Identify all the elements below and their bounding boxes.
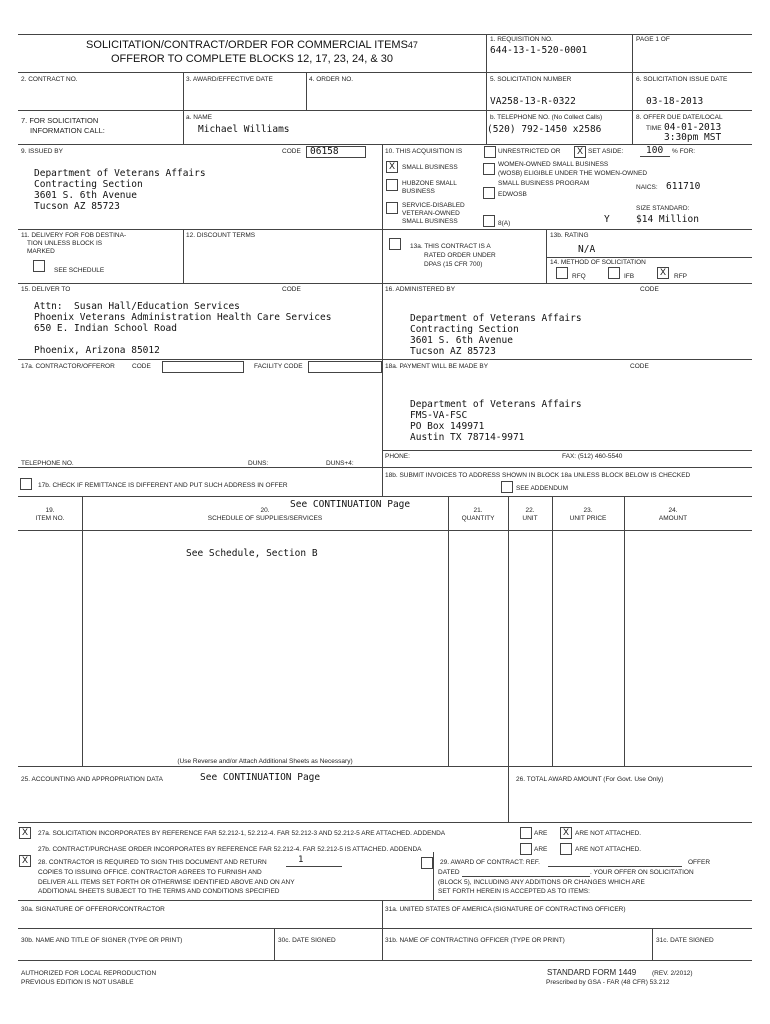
- address-line: 650 E. Indian School Road: [34, 323, 177, 334]
- set-aside-percent: 100: [646, 145, 664, 156]
- fax-label: FAX: (512) 460-5540: [562, 453, 623, 460]
- percent-for-label: % FOR:: [672, 148, 696, 155]
- award-line-2: . YOUR OFFER ON SOLICITATION: [590, 869, 694, 876]
- address-line: Phoenix Veterans Administration Health Care Services: [34, 312, 332, 323]
- award-line-1: 29. AWARD OF CONTRACT: REF.: [440, 859, 540, 866]
- duns-label: DUNS:: [248, 460, 269, 467]
- contractor-sign-line-4: ADDITIONAL SHEETS SUBJECT TO THE TERMS AND CONDITIONS SPECIFIED: [38, 888, 280, 895]
- deliver-to-address: [34, 301, 331, 356]
- addenda-a-are-checkbox[interactable]: [520, 827, 532, 839]
- payment-code-label: CODE: [630, 363, 649, 370]
- title-line-2: OFFEROR TO COMPLETE BLOCKS 12, 17, 23, 24, & 30: [110, 53, 394, 65]
- address-line: 3601 S. 6th Avenue: [34, 190, 137, 201]
- edwosb-checkbox[interactable]: [483, 187, 495, 199]
- sdvosb-label-3: SMALL BUSINESS: [402, 218, 458, 225]
- remittance-label: 17b. CHECK IF REMITTANCE IS DIFFERENT AND PUT SUCH ADDRESS IN OFFER: [38, 482, 288, 489]
- rated-order-label-1: 13a. THIS CONTRACT IS A: [410, 243, 491, 250]
- accounting-value: See CONTINUATION Page: [200, 772, 321, 783]
- rating-label: 13b. RATING: [550, 232, 589, 239]
- schedule-continuation: See CONTINUATION Page: [290, 499, 411, 510]
- y-mark: Y: [604, 214, 610, 225]
- address-line: [34, 334, 331, 345]
- discount-terms-label: 12. DISCOUNT TERMS: [186, 232, 256, 239]
- schedule-text: See Schedule, Section B: [186, 548, 318, 559]
- contractor-code-label: CODE: [132, 363, 151, 370]
- us-signature-label: 31a. UNITED STATES OF AMERICA (SIGNATURE OF CONTRACTING OFFICER): [385, 906, 626, 913]
- rfq-checkbox[interactable]: [556, 267, 568, 279]
- fob-label-3: MARKED: [27, 248, 55, 255]
- naics-label: NAICS:: [636, 184, 658, 191]
- addenda-b-are-checkbox[interactable]: [520, 843, 532, 855]
- contractor-label: 17a. CONTRACTOR/OFFEROR: [21, 363, 115, 370]
- rfq-label: RFQ: [572, 273, 586, 280]
- address-line: PO Box 149971: [410, 421, 485, 432]
- rating-value: N/A: [578, 244, 596, 255]
- award-checkbox[interactable]: [421, 857, 433, 869]
- addenda-a-are-label: ARE: [534, 830, 548, 837]
- name-label: a. NAME: [186, 114, 213, 121]
- solicitation-far-checkbox[interactable]: [19, 827, 31, 839]
- title-suffix: 47: [407, 40, 418, 50]
- addenda-a-are-not-checkbox[interactable]: [560, 827, 572, 839]
- rated-order-label-2: RATED ORDER UNDER: [424, 252, 496, 259]
- deliver-to-code-label: CODE: [282, 286, 301, 293]
- info-call-label-2: INFORMATION CALL:: [30, 126, 105, 135]
- offer-due-time: 3:30pm MST: [664, 132, 722, 143]
- address-line: Tucson AZ 85723: [410, 346, 496, 357]
- copies-count: 1: [298, 855, 304, 865]
- telephone-number: (520) 792-1450 x2586: [487, 124, 602, 135]
- form-title: [18, 38, 486, 66]
- address-line: Phoenix, Arizona 85012: [34, 345, 160, 356]
- address-line: Department of Veterans Affairs: [34, 168, 206, 179]
- facility-code-label: FACILITY CODE: [254, 363, 303, 370]
- offeror-signature-label: 30a. SIGNATURE OF OFFEROR/CONTRACTOR: [21, 906, 165, 913]
- award-line-3: (BLOCK 5), INCLUDING ANY ADDITIONS OR CHANGES WHICH ARE: [438, 879, 645, 886]
- issuer-address: [34, 168, 206, 212]
- ifb-checkbox[interactable]: [608, 267, 620, 279]
- fob-label-2: TION UNLESS BLOCK IS: [27, 240, 103, 247]
- wosb-checkbox[interactable]: [483, 163, 495, 175]
- small-business-label: SMALL BUSINESS: [402, 164, 458, 171]
- rfp-checkbox[interactable]: [657, 267, 669, 279]
- requisition-label: 1. REQUISITION NO.: [490, 36, 553, 43]
- standard-form: STANDARD FORM 1449: [547, 968, 637, 977]
- addenda-b-are-not-label: ARE NOT ATTACHED.: [575, 846, 642, 853]
- address-line: Attn: Susan Hall/Education Services: [34, 301, 240, 312]
- rated-order-label-3: DPAS (15 CFR 700): [424, 261, 483, 268]
- sdvosb-label-1: SERVICE-DISABLED: [402, 202, 465, 209]
- payment-address: [410, 399, 582, 443]
- wosb-label-2: (WOSB) ELIGIBLE UNDER THE WOMEN-OWNED: [498, 170, 648, 177]
- payment-label: 18a. PAYMENT WILL BE MADE BY: [385, 363, 489, 370]
- size-standard: $14 Million: [636, 214, 699, 225]
- see-schedule-label: SEE SCHEDULE: [54, 267, 105, 274]
- issued-by-code-label: CODE: [282, 148, 301, 155]
- solicitation-method-label: 14. METHOD OF SOLICITATION: [550, 259, 646, 266]
- naics-code: 611710: [666, 181, 701, 192]
- check-mark: X: [562, 827, 569, 837]
- col-unit-price-label: UNIT PRICE: [569, 515, 607, 522]
- addenda-a-are-not-label: ARE NOT ATTACHED.: [575, 830, 642, 837]
- set-aside-checkbox[interactable]: [574, 146, 586, 158]
- see-schedule-checkbox[interactable]: [33, 260, 45, 272]
- addendum-label: SEE ADDENDUM: [516, 485, 569, 492]
- telephone-label: b. TELEPHONE NO. (No Collect Calls): [490, 114, 603, 121]
- acquisition-label: 10. THIS ACQUISITION IS: [385, 148, 463, 155]
- col-unit-label: UNIT: [522, 515, 538, 522]
- signer-name-label: 30b. NAME AND TITLE OF SIGNER (TYPE OR PRINT): [21, 937, 183, 944]
- sdvosb-checkbox[interactable]: [386, 202, 398, 214]
- col-item-no-label: ITEM NO.: [35, 515, 65, 522]
- eight-a-checkbox[interactable]: [483, 215, 495, 227]
- contractor-sign-line-2: COPIES TO ISSUING OFFICE. CONTRACTOR AGREES TO FURNISH AND: [38, 869, 262, 876]
- check-mark: X: [659, 267, 666, 277]
- address-line: Department of Veterans Affairs: [410, 313, 582, 324]
- fob-label-1: 11. DELIVERY FOR FOB DESTINA-: [21, 232, 127, 239]
- addenda-b-are-not-checkbox[interactable]: [560, 843, 572, 855]
- col-amount-num: 24.: [668, 507, 678, 514]
- addenda-b-are-label: ARE: [534, 846, 548, 853]
- wosb-label-1: WOMEN-OWNED SMALL BUSINESS: [498, 161, 609, 168]
- wosb-label-3: SMALL BUSINESS PROGRAM: [498, 180, 590, 187]
- contractor-sign-line-3: DELIVER ALL ITEMS SET FORTH OR OTHERWISE IDENTIFIED ABOVE AND ON ANY: [38, 879, 295, 886]
- contractor-sign-line-1: 28. CONTRACTOR IS REQUIRED TO SIGN THIS DOCUMENT AND RETURN: [38, 859, 267, 866]
- phone-label: PHONE:: [385, 453, 410, 460]
- previous-edition: PREVIOUS EDITION IS NOT USABLE: [21, 979, 134, 986]
- set-aside-label: SET ASIDE:: [588, 148, 624, 155]
- contract-far-label: 27b. CONTRACT/PURCHASE ORDER INCORPORATES BY REFERENCE FAR 52.212-4. FAR 52.212-5 IS ATTACHED. ADDENDA: [38, 846, 422, 853]
- col-unit-price-num: 23.: [583, 507, 593, 514]
- address-line: Department of Veterans Affairs: [410, 399, 582, 410]
- solicitation-number-label: 5. SOLICITATION NUMBER: [490, 76, 572, 83]
- solicitation-far-label: 27a. SOLICITATION INCORPORATES BY REFERENCE FAR 52.212-1, 52.212-4. FAR 52.212-3 AND 52.212-5 ARE ATTACHED. ADDENDA: [38, 830, 446, 837]
- check-mark: X: [21, 827, 28, 837]
- award-date-label: 3. AWARD/EFFECTIVE DATE: [186, 76, 273, 83]
- unrestricted-label: UNRESTRICTED OR: [498, 148, 561, 155]
- issued-by-code: 06158: [310, 146, 339, 157]
- check-mark: X: [388, 161, 395, 171]
- col-schedule-label: SCHEDULE OF SUPPLIES/SERVICES: [207, 515, 323, 522]
- title-line-1: SOLICITATION/CONTRACT/ORDER FOR COMMERCIAL ITEMS: [86, 39, 408, 51]
- hubzone-label-1: HUBZONE SMALL: [402, 180, 457, 187]
- address-line: Contracting Section: [34, 179, 143, 190]
- col-schedule-num: 20.: [260, 507, 270, 514]
- authorized-reproduction: AUTHORIZED FOR LOCAL REPRODUCTION: [21, 970, 157, 977]
- administered-by-code-label: CODE: [640, 286, 659, 293]
- info-call-label-1: 7. FOR SOLICITATION: [21, 116, 99, 125]
- form-revision: (REV. 2/2012): [652, 970, 693, 977]
- size-standard-label: SIZE STANDARD:: [636, 205, 690, 212]
- duns4-label: DUNS+4:: [326, 460, 354, 467]
- col-unit-num: 22.: [525, 507, 535, 514]
- rfp-label: RFP: [674, 273, 687, 280]
- page-label: PAGE 1 OF: [636, 36, 670, 43]
- eight-a-label: 8(A): [498, 220, 511, 227]
- unrestricted-checkbox[interactable]: [484, 146, 496, 158]
- hubzone-label-2: BUSINESS: [402, 188, 435, 195]
- deliver-to-label: 15. DELIVER TO: [21, 286, 71, 293]
- award-dated: DATED: [438, 869, 460, 876]
- award-offer: OFFER: [688, 859, 711, 866]
- invoice-label: 18b. SUBMIT INVOICES TO ADDRESS SHOWN IN BLOCK 18a UNLESS BLOCK BELOW IS CHECKED: [385, 472, 691, 479]
- addendum-checkbox[interactable]: [501, 481, 513, 493]
- hubzone-checkbox[interactable]: [386, 179, 398, 191]
- address-line: FMS-VA-FSC: [410, 410, 468, 421]
- award-line-4: SET FORTH HEREIN IS ACCEPTED AS TO ITEMS:: [438, 888, 590, 895]
- officer-name-label: 31b. NAME OF CONTRACTING OFFICER (TYPE OR PRINT): [385, 937, 565, 944]
- reverse-note: (Use Reverse and/or Attach Additional Sheets as Necessary): [177, 758, 353, 765]
- edwosb-label: EDWOSB: [498, 191, 527, 198]
- col-quantity-num: 21.: [473, 507, 483, 514]
- sdvosb-label-2: VETERAN-OWNED: [402, 210, 460, 217]
- prescribed-by: Prescribed by GSA - FAR (48 CFR) 53.212: [546, 979, 670, 986]
- officer-date-label: 31c. DATE SIGNED: [656, 937, 714, 944]
- col-quantity-label: QUANTITY: [461, 515, 495, 522]
- rated-order-checkbox[interactable]: [389, 238, 401, 250]
- requisition-number: 644-13-1-520-0001: [490, 45, 588, 56]
- offer-due-label: 8. OFFER DUE DATE/LOCAL: [636, 114, 723, 121]
- address-line: 3601 S. 6th Avenue: [410, 335, 513, 346]
- time-label: TIME: [646, 125, 662, 132]
- small-business-checkbox[interactable]: [386, 161, 398, 173]
- issued-by-label: 9. ISSUED BY: [21, 148, 63, 155]
- address-line: Contracting Section: [410, 324, 519, 335]
- check-mark: X: [576, 146, 583, 156]
- col-item-no-num: 19.: [45, 507, 55, 514]
- accounting-label: 25. ACCOUNTING AND APPROPRIATION DATA: [21, 776, 163, 783]
- signer-date-label: 30c. DATE SIGNED: [278, 937, 336, 944]
- solicitation-date-label: 6. SOLICITATION ISSUE DATE: [636, 76, 728, 83]
- contact-name: Michael Williams: [198, 124, 290, 135]
- remittance-checkbox[interactable]: [20, 478, 32, 490]
- administered-by-label: 16. ADMINISTERED BY: [385, 286, 456, 293]
- contractor-sign-checkbox[interactable]: [19, 855, 31, 867]
- check-mark: X: [21, 855, 28, 865]
- solicitation-number: VA258-13-R-0322: [490, 96, 576, 107]
- contractor-telephone-label: TELEPHONE NO.: [21, 460, 74, 467]
- administered-by-address: [410, 313, 582, 357]
- order-no-label: 4. ORDER NO.: [309, 76, 354, 83]
- total-award-label: 26. TOTAL AWARD AMOUNT (For Govt. Use Only): [516, 776, 664, 783]
- col-amount-label: AMOUNT: [658, 515, 688, 522]
- ifb-label: IFB: [624, 273, 635, 280]
- contract-no-label: 2. CONTRACT NO.: [21, 76, 78, 83]
- solicitation-date: 03-18-2013: [646, 96, 704, 107]
- address-line: Austin TX 78714-9971: [410, 432, 525, 443]
- address-line: Tucson AZ 85723: [34, 201, 120, 212]
- offer-due-date: 04-01-2013: [664, 122, 722, 133]
